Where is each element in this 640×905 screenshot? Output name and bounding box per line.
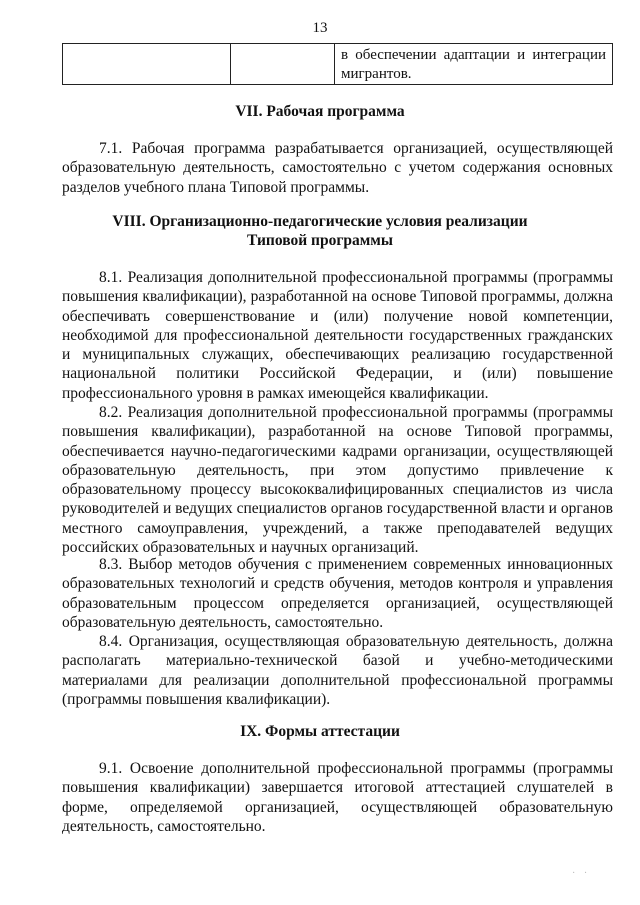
table-row	[63, 44, 613, 85]
table-cell-text: в обеспечении адаптации и интеграции мигрантов.	[335, 44, 613, 85]
paragraph-7-1: 7.1. Рабочая программа разрабатывается организацией, осуществляющей образовательную деятельность, самостоятельно с учетом содержания основных разделов учебного плана Типовой программы.	[62, 140, 613, 196]
section-7-heading: VII. Рабочая программа	[235, 103, 405, 120]
table-cell-empty-1	[63, 44, 231, 85]
paragraph-8-3: 8.3. Выбор методов обучения с применением современных инновационных образовательных технологий и средств обучения, методов контроля и управления образовательным процессом определяется организацией, осуществляющей образовательную деятельность, самостоятельно.	[62, 556, 613, 631]
section-9-heading: IX. Формы аттестации	[240, 723, 400, 740]
paragraph-8-4: 8.4. Организация, осуществляющая образовательную деятельность, должна располагать материально-технической базой и учебно-методическими материалами для реализации дополнительной профессиональной программы (программы повышения квалификации).	[62, 633, 613, 708]
scan-artifact: · ·	[572, 868, 591, 879]
section-8-heading-line-1: VIII. Организационно-педагогические условия реализации	[112, 213, 528, 230]
paragraph-8-1: 8.1. Реализация дополнительной профессиональной программы (программы повышения квалификации), разработанной на основе Типовой программы, должна обеспечивать совершенствование и (или) получение новой компетенции, необходимой для профессиональной деятельности государственных гражданских и муниципальных служащих, обеспечивающих реализацию государственной национальной политики Российской Федерации, и (или) повышение профессионального уровня в рамках имеющейся квалификации.	[62, 269, 613, 402]
table-cell-empty-2	[231, 44, 335, 85]
page-number: 13	[312, 20, 328, 36]
paragraph-9-1: 9.1. Освоение дополнительной профессиональной программы (программы повышения квалификации) завершается итоговой аттестацией слушателей в форме, определяемой организацией, осуществляющей образовательную деятельность, самостоятельно.	[62, 760, 613, 835]
section-8-heading-line-2: Типовой программы	[247, 232, 393, 249]
paragraph-8-2: 8.2. Реализация дополнительной профессиональной программы (программы повышения квалификации), разработанной на основе Типовой программы, обеспечивается научно-педагогическими кадрами организации, осуществляющей образовательную деятельность, при этом допустимо привлечение к образовательному процессу высококвалифицированных специалистов из числа руководителей и ведущих специалистов органов государственной власти и органов местного самоуправления, учреждений, а также преподавателей ведущих российских образовательных и научных организаций.	[62, 404, 613, 557]
continuation-table	[62, 43, 613, 85]
